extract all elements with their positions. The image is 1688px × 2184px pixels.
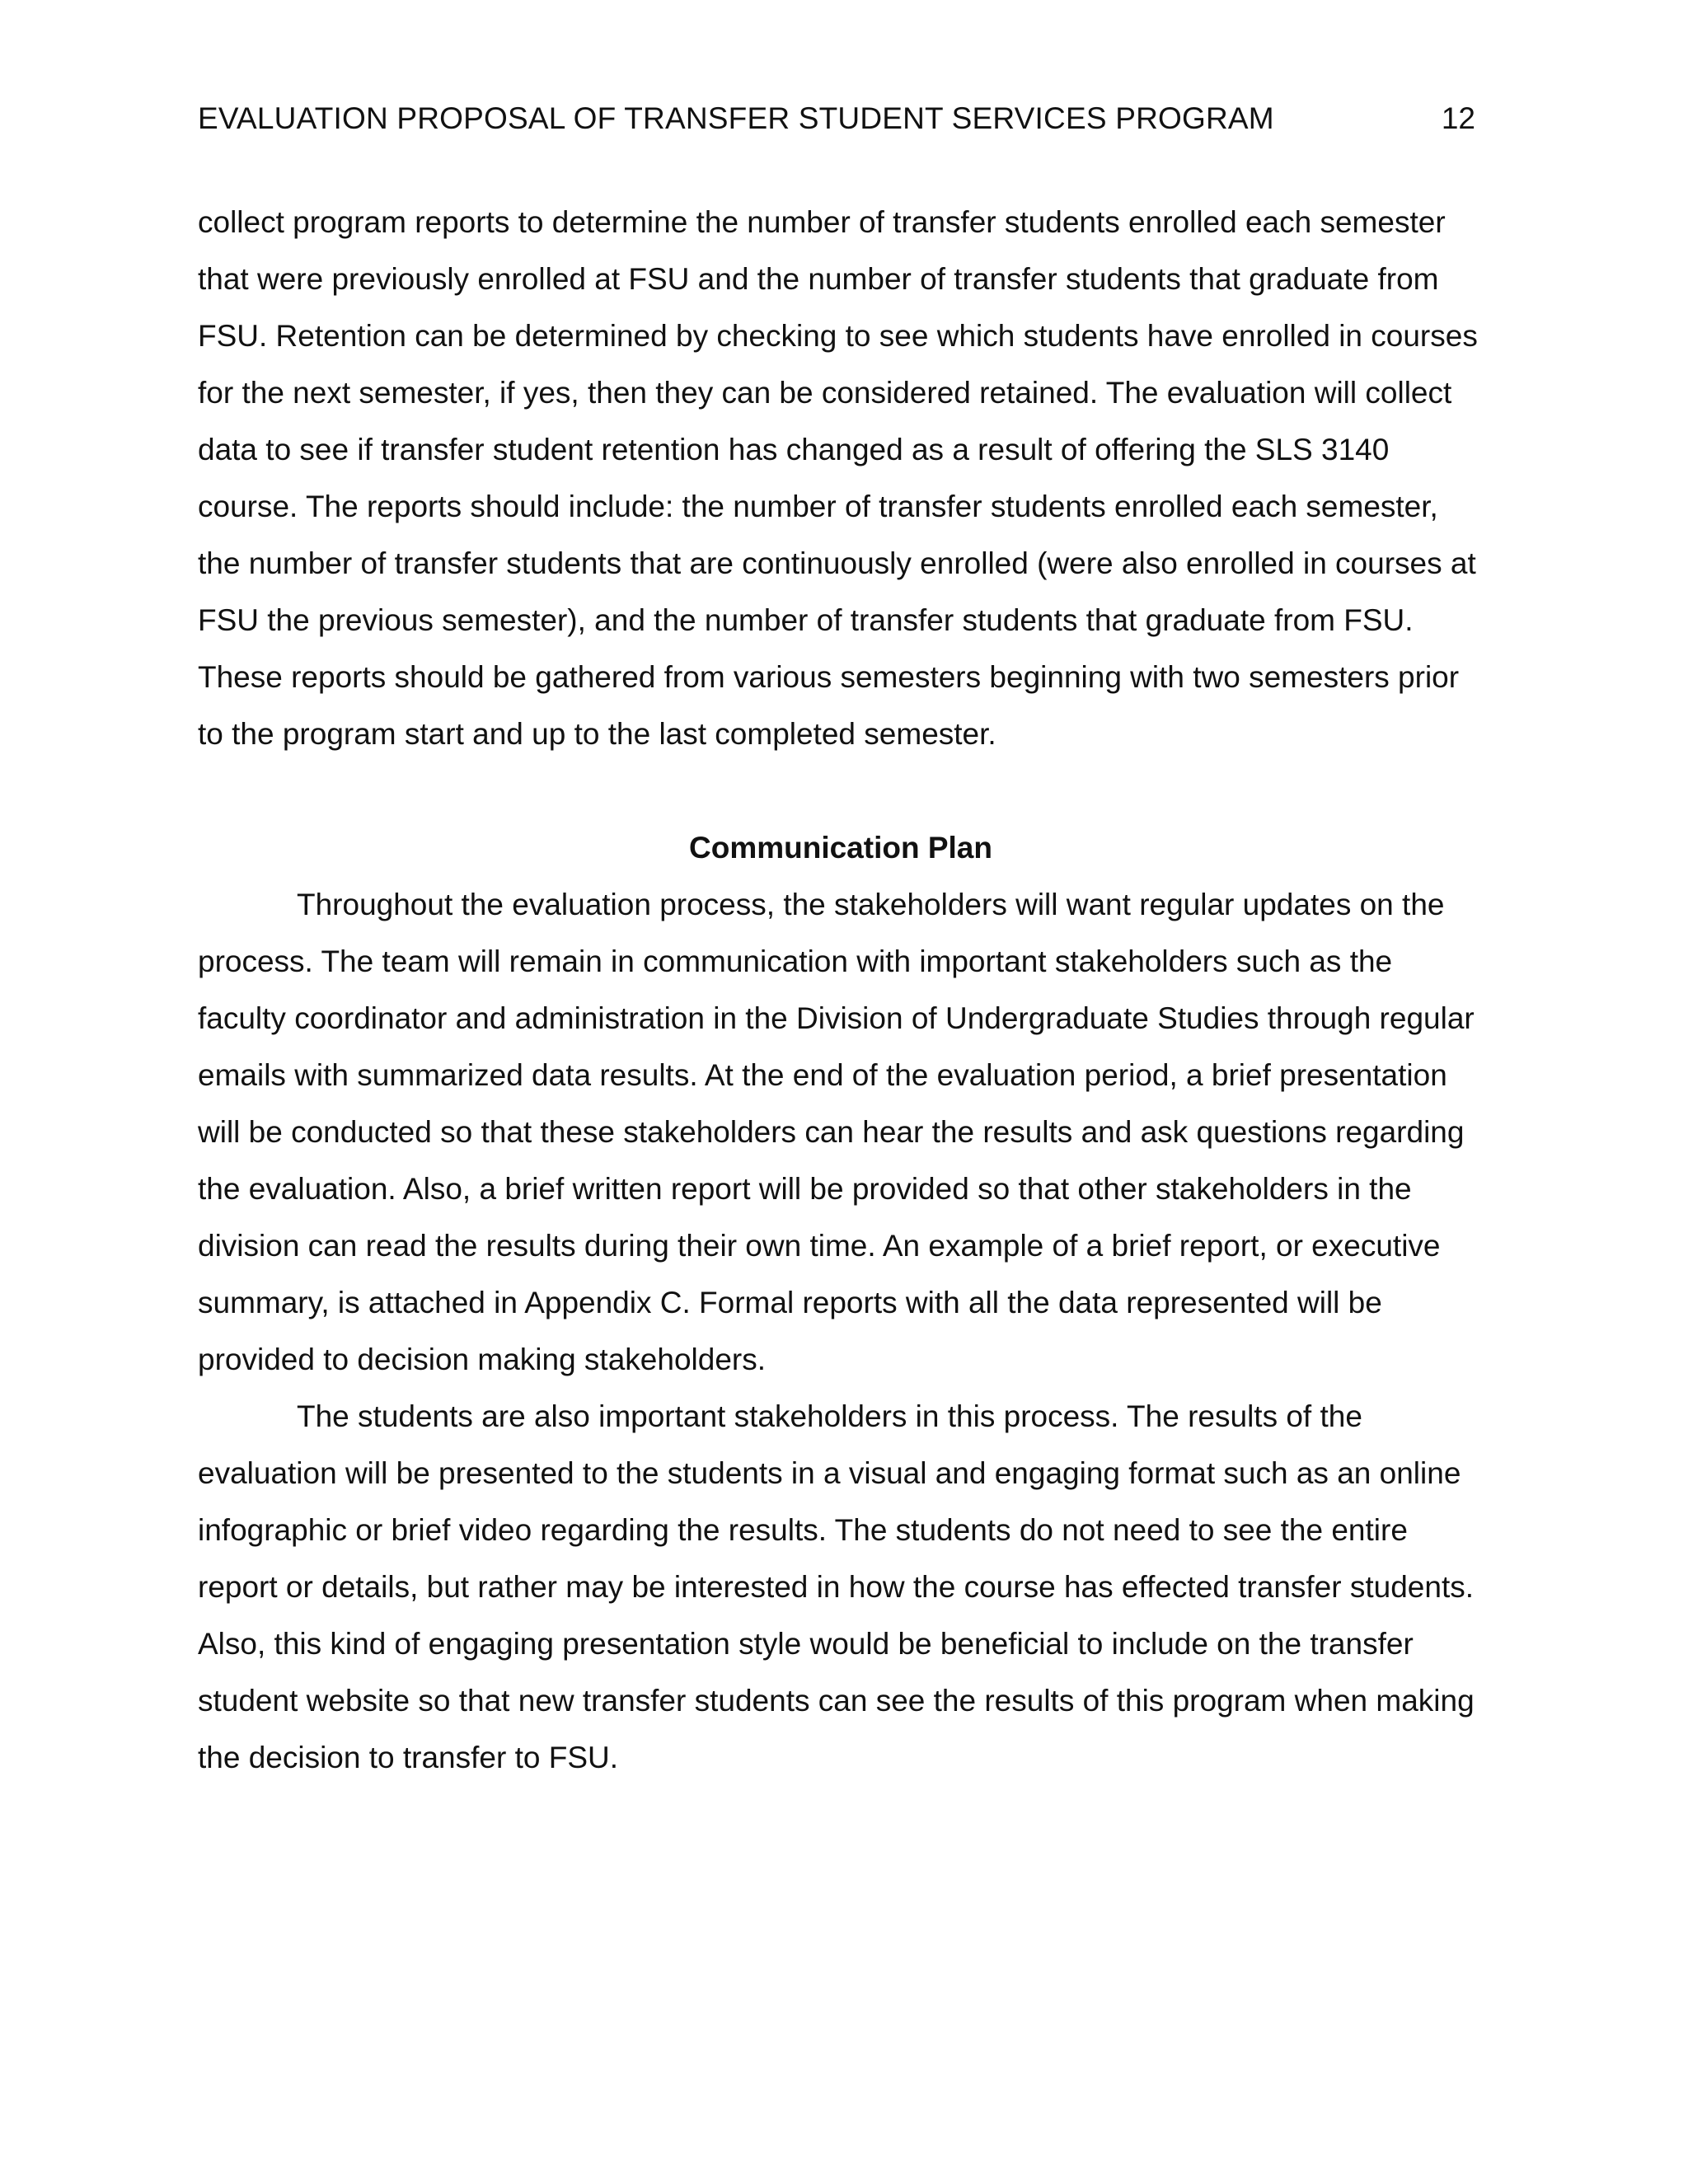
paragraph-continued: collect program reports to determine the number of transfer students enrolled each semester that were previously enrolled at FSU and the number of transfer students that graduate from FSU. Retention can be determined by checking to see which students have enrolled in courses for the next semester, if yes, then they can be considered retained. The evaluation will collect data to see if transfer student retention has changed as a result of offering the SLS 3140 course. The reports should include: the number of transfer students enrolled each semester, the number of transfer students that are continuously enrolled (were also enrolled in courses at FSU the previous semester), and the number of transfer students that graduate from FSU. These reports should be gathered from various semesters beginning with two semesters prior to the program start and up to the last completed semester.: [198, 205, 1478, 751]
paragraph-communication-plan: Throughout the evaluation process, the stakeholders will want regular updates on the process. The team will remain in communication with important stakeholders such as the faculty coordinator and administration in the Division of Undergraduate Studies through regular emails with summarized data results. At the end of the evaluation period, a brief presentation will be conducted so that these stakeholders can hear the results and ask questions regarding the evaluation. Also, a brief written report will be provided so that other stakeholders in the division can read the results during their own time. An example of a brief report, or executive summary, is attached in Appendix C. Formal reports with all the data represented will be provided to decision making stakeholders.: [198, 888, 1475, 1376]
running-head-title: EVALUATION PROPOSAL OF TRANSFER STUDENT SERVICES PROGRAM: [198, 101, 1274, 135]
page-number: 12: [1441, 101, 1475, 135]
document-body: [198, 194, 1484, 1786]
section-heading: Communication Plan: [689, 831, 992, 865]
paragraph-students-stakeholders: The students are also important stakeholders in this process. The results of the evaluation will be presented to the students in a visual and engaging format such as an online infographic or brief video regarding the results. The students do not need to see the entire report or details, but rather may be interested in how the course has effected transfer students. Also, this kind of engaging presentation style would be beneficial to include on the transfer student website so that new transfer students can see the results of this program when making the decision to transfer to FSU.: [198, 1399, 1475, 1774]
